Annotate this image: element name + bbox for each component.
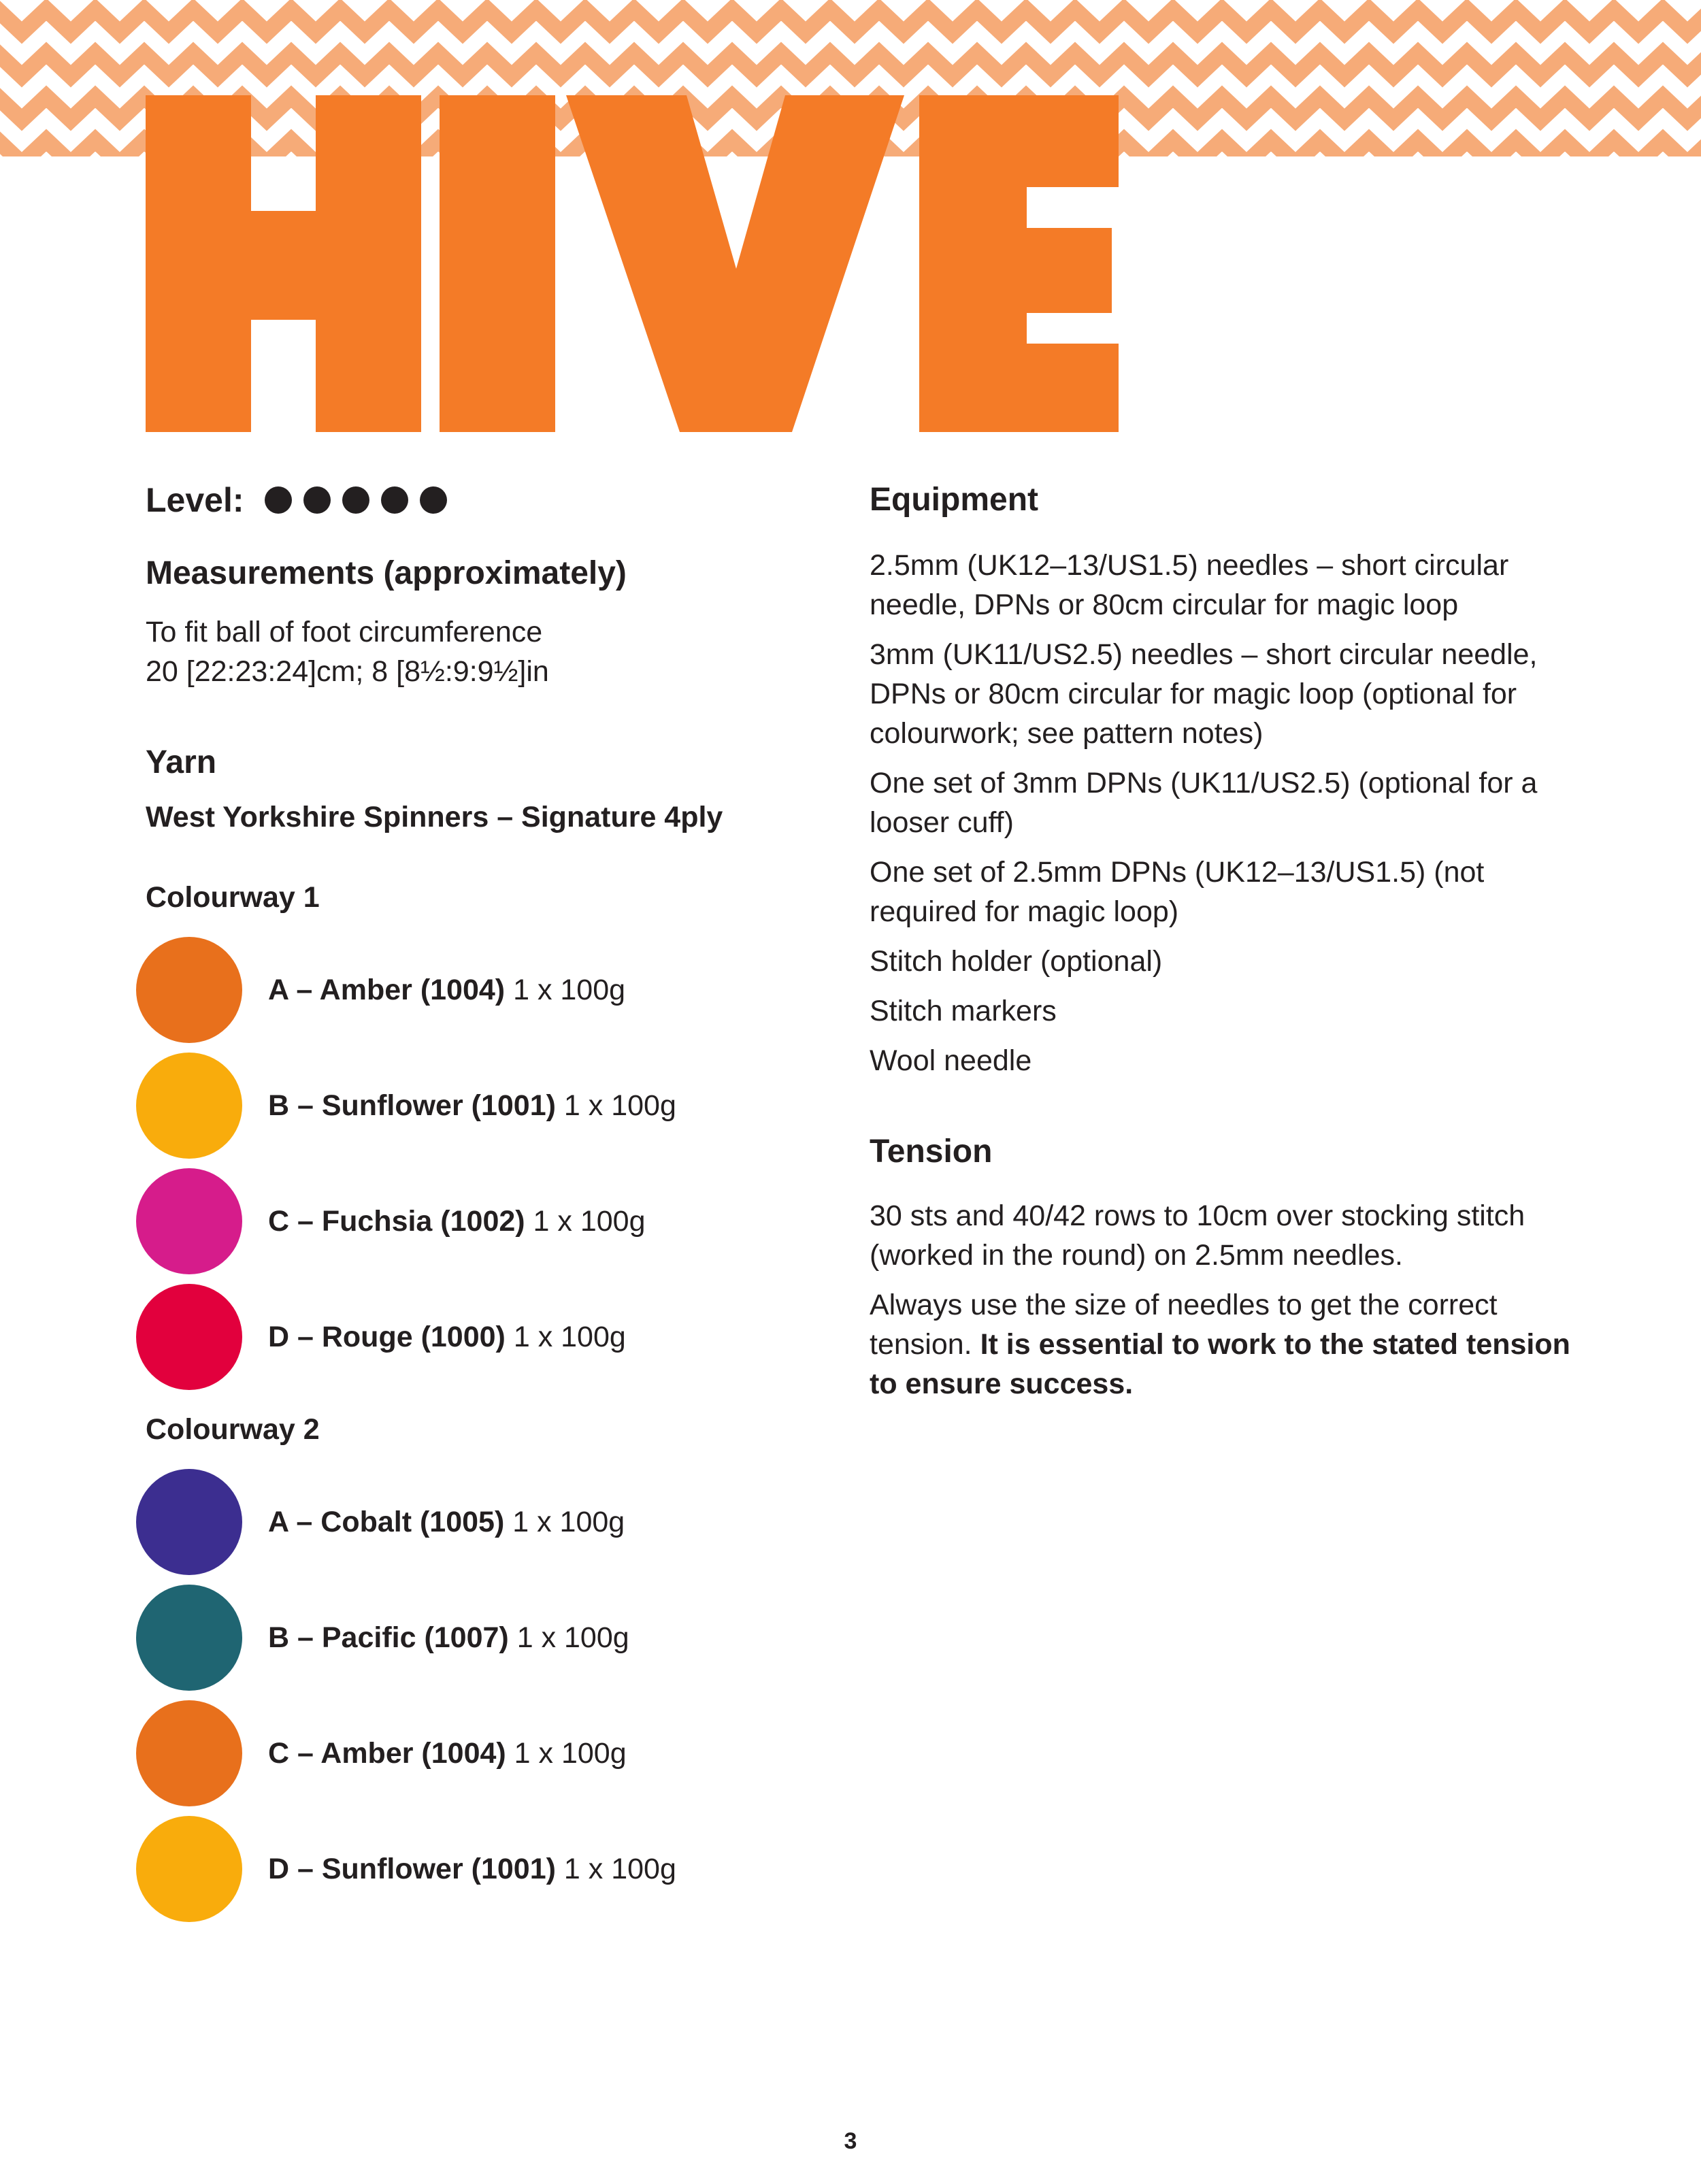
title-letter-e	[919, 95, 1119, 432]
yarn-colour-text	[268, 1621, 629, 1655]
colourway-title: Colourway 1	[146, 881, 320, 914]
tension-heading: Tension	[870, 1134, 993, 1170]
title-letter-i	[440, 95, 555, 432]
yarn-colour-quantity: 1 x 100g	[513, 1320, 626, 1353]
yarn-colour-row	[146, 1811, 826, 1927]
yarn-swatch	[136, 1168, 242, 1274]
yarn-colour-quantity: 1 x 100g	[512, 1505, 625, 1538]
yarn-swatch	[136, 1053, 242, 1159]
yarn-colour-name: A – Cobalt (1005)	[268, 1505, 505, 1538]
measurements-line-2: 20 [22:23:24]cm; 8 [8½:9:9½]in	[146, 655, 549, 688]
yarn-colour-text	[268, 1506, 625, 1539]
equipment-item: Stitch markers	[870, 995, 1057, 1027]
level-row	[146, 469, 826, 531]
yarn-swatch	[136, 937, 242, 1043]
level-dot	[265, 486, 292, 514]
equipment-item: 2.5mm (UK12–13/US1.5) needles – short circular needle, DPNs or 80cm circular for magic loop	[870, 549, 1509, 621]
yarn-colour-name: B – Sunflower (1001)	[268, 1089, 556, 1122]
yarn-colour-quantity: 1 x 100g	[516, 1621, 629, 1654]
yarn-colour-text	[268, 1853, 676, 1886]
yarn-colour-text	[268, 1321, 626, 1354]
tension-text: 30 sts and 40/42 rows to 10cm over stocking stitch (worked in the round) on 2.5mm needles.	[870, 1199, 1525, 1272]
measurements-line-1: To fit ball of foot circumference	[146, 616, 543, 648]
yarn-colour-quantity: 1 x 100g	[514, 1736, 627, 1770]
yarn-colour-row	[146, 1279, 826, 1395]
equipment-list	[870, 546, 1577, 1080]
equipment-item: One set of 3mm DPNs (UK11/US2.5) (optional for a looser cuff)	[870, 767, 1538, 839]
chevron-stripe-2	[0, 53, 1701, 76]
level-dots	[265, 486, 459, 514]
level-dot	[303, 486, 331, 514]
yarn-colour-name: C – Amber (1004)	[268, 1736, 506, 1770]
equipment-item: 3mm (UK11/US2.5) needles – short circular needle, DPNs or 80cm circular for magic loop (optional for colourwork; see pattern notes)	[870, 638, 1538, 750]
colourway-title: Colourway 2	[146, 1413, 320, 1446]
measurements-heading: Measurements (approximately)	[146, 555, 627, 591]
right-column	[870, 469, 1577, 1414]
title-letter-h	[146, 95, 421, 432]
yarn-swatch	[136, 1284, 242, 1390]
tension-note-plain: Always use the size of needles to get the correct tension.	[870, 1289, 1498, 1361]
pattern-title	[146, 95, 1125, 435]
equipment-heading: Equipment	[870, 482, 1038, 518]
yarn-colour-text	[268, 1089, 676, 1123]
yarn-colour-text	[268, 974, 625, 1007]
level-dot	[381, 486, 408, 514]
tension-note-bold: It is essential to work to the stated tension to ensure success.	[870, 1328, 1570, 1400]
yarn-swatch	[136, 1585, 242, 1691]
yarn-colour-name: A – Amber (1004)	[268, 973, 506, 1006]
yarn-swatch	[136, 1700, 242, 1806]
page-number: 3	[844, 2128, 857, 2154]
yarn-colour-text	[268, 1737, 627, 1770]
yarn-colour-quantity: 1 x 100g	[533, 1204, 646, 1238]
equipment-item: Stitch holder (optional)	[870, 945, 1163, 978]
yarn-colour-quantity: 1 x 100g	[563, 1089, 676, 1122]
equipment-item: One set of 2.5mm DPNs (UK12–13/US1.5) (not required for magic loop)	[870, 856, 1485, 928]
yarn-colour-quantity: 1 x 100g	[563, 1852, 676, 1885]
yarn-swatch	[136, 1469, 242, 1575]
colourways-list	[146, 878, 826, 1927]
equipment-item: Wool needle	[870, 1044, 1032, 1077]
yarn-colour-row	[146, 1048, 826, 1163]
level-dot	[420, 486, 447, 514]
yarn-colour-row	[146, 1464, 826, 1580]
level-label: Level:	[146, 481, 244, 519]
yarn-colour-name: D – Sunflower (1001)	[268, 1852, 556, 1885]
pattern-title-graphic	[146, 95, 1125, 435]
yarn-colour-row	[146, 1163, 826, 1279]
yarn-colour-row	[146, 932, 826, 1048]
yarn-colour-row	[146, 1695, 826, 1811]
yarn-colour-name: D – Rouge (1000)	[268, 1320, 506, 1353]
yarn-colour-quantity: 1 x 100g	[513, 973, 626, 1006]
yarn-colour-name: C – Fuchsia (1002)	[268, 1204, 525, 1238]
yarn-swatch	[136, 1816, 242, 1922]
level-dot	[342, 486, 369, 514]
left-column	[146, 469, 826, 1927]
yarn-heading: Yarn	[146, 744, 217, 780]
tension-note	[870, 1285, 1577, 1404]
chevron-stripe-1	[0, 10, 1701, 33]
yarn-colour-text	[268, 1205, 646, 1238]
yarn-colour-row	[146, 1580, 826, 1695]
yarn-colour-name: B – Pacific (1007)	[268, 1621, 509, 1654]
yarn-brand: West Yorkshire Spinners – Signature 4ply	[146, 801, 723, 833]
title-letter-v	[566, 95, 904, 432]
